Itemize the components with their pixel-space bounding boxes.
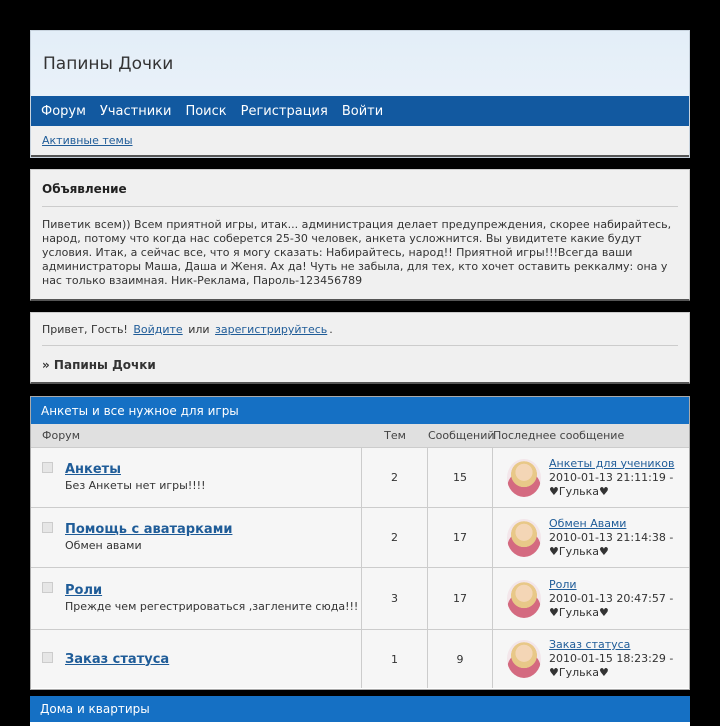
nav-register[interactable]: Регистрация: [240, 103, 328, 119]
forum-link[interactable]: Помощь с аватарками: [65, 522, 233, 537]
forum-status-icon: [42, 462, 53, 473]
forum-desc: Прежде чем регестрироваться ,заглените сюда!!!: [65, 600, 359, 613]
col-forum: Форум: [42, 429, 80, 442]
forum-row: [31, 508, 689, 568]
last-post-date: 2010-01-15 18:23:29 -: [549, 652, 674, 665]
topics-count: 2: [362, 508, 428, 567]
forum-link[interactable]: Роли: [65, 583, 103, 598]
nav-forum[interactable]: Форум: [41, 103, 86, 119]
last-post-user: ♥Гулька♥: [549, 666, 609, 679]
forum-link[interactable]: Заказ статуса: [65, 651, 170, 667]
col-posts: Сообщений: [428, 429, 495, 442]
forum-row: [31, 568, 689, 630]
avatar: [507, 640, 541, 678]
sub-nav: [31, 126, 689, 157]
column-headers: [31, 424, 689, 448]
forum-category: [30, 696, 690, 726]
title-bar: [31, 31, 689, 96]
category-title: Дома и квартиры: [30, 696, 690, 722]
col-topics: Тем: [384, 429, 406, 442]
nav-members[interactable]: Участники: [99, 103, 172, 119]
welcome-box: [30, 312, 690, 384]
posts-count: 17: [428, 508, 493, 567]
breadcrumb: » Папины Дочки: [42, 358, 156, 372]
last-post-user: ♥Гулька♥: [549, 605, 609, 619]
forum-link[interactable]: Анкеты: [65, 462, 121, 477]
posts-count: 17: [428, 568, 493, 629]
or-text: или: [188, 323, 210, 336]
dot-text: .: [329, 323, 333, 336]
forum-category: [30, 396, 690, 690]
last-post-user: ♥Гулька♥: [549, 544, 609, 558]
register-link[interactable]: зарегистрируйтесь: [215, 323, 328, 336]
forum-status-icon: [42, 582, 53, 593]
last-post-date: 2010-01-13 20:47:57 -: [549, 591, 674, 605]
avatar: [507, 459, 541, 497]
category-title: Анкеты и все нужное для игры: [31, 397, 689, 424]
last-post-date: 2010-01-13 21:11:19 -: [549, 470, 674, 484]
forum-row: [31, 630, 689, 688]
last-post-user: ♥Гулька♥: [549, 484, 609, 498]
announcement-text: Пиветик всем)) Всем приятной игры, итак... администрация делает предупреждения, скорее набирайтесь, народ, потому что когда нас соберется 25-30 человек, анкета усложнится. Вы увидитете какие будут условия. Итак, а сейчас все, что я могу сказать: Набирайтесь, народ!! Приятной игры!!!Всегда ваши администраторы Маша, Даша и Женя. Ах да! Чуть не забыла, для тех, кто хочет оставить реккалму: она у нас только взаимная. Ник-Реклама, Пароль-123456789: [42, 218, 672, 287]
site-header: [30, 30, 690, 158]
site-title: Папины Дочки: [43, 53, 174, 74]
main-nav: [31, 96, 689, 126]
nav-search[interactable]: Поиск: [185, 103, 227, 119]
topics-count: 2: [362, 448, 428, 507]
forum-desc: Без Анкеты нет игры!!!!: [65, 479, 206, 492]
nav-login[interactable]: Войти: [341, 103, 384, 119]
last-topic-link[interactable]: Заказ статуса: [549, 638, 631, 651]
forum-status-icon: [42, 652, 53, 663]
posts-count: 15: [428, 448, 493, 507]
last-topic-link[interactable]: Анкеты для учеников: [549, 456, 675, 470]
greeting: Привет, Гость!: [42, 323, 128, 336]
forum-row: [31, 448, 689, 508]
announcement: [30, 169, 690, 301]
posts-count: 9: [428, 630, 493, 688]
announcement-heading: Объявление: [42, 182, 678, 207]
welcome-line: [42, 323, 678, 346]
topics-count: 1: [362, 630, 428, 688]
login-link[interactable]: Войдите: [133, 323, 183, 336]
topics-count: 3: [362, 568, 428, 629]
forum-desc: Обмен авами: [65, 539, 142, 552]
active-topics-link[interactable]: Активные темы: [42, 134, 133, 147]
last-post-date: 2010-01-13 21:14:38 -: [549, 530, 674, 544]
last-topic-link[interactable]: Роли: [549, 577, 577, 591]
avatar: [507, 580, 541, 618]
forum-status-icon: [42, 522, 53, 533]
col-last-post: Последнее сообщение: [493, 429, 625, 442]
avatar: [507, 519, 541, 557]
last-topic-link[interactable]: Обмен Авами: [549, 516, 627, 530]
